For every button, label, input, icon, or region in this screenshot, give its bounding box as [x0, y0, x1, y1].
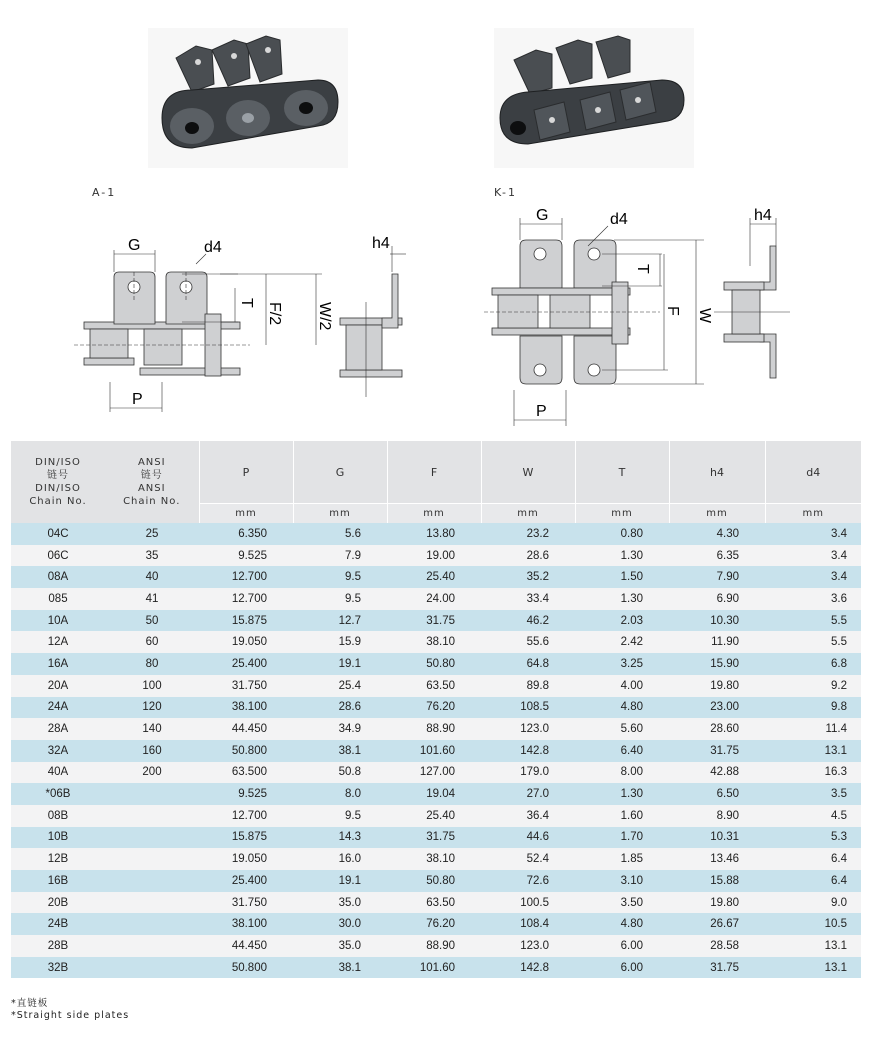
figure-label-a1: A-1 — [92, 186, 117, 199]
t-value: 5.60 — [575, 718, 669, 740]
dim-label-d4-k: d4 — [610, 211, 628, 228]
d4-value: 5.3 — [765, 827, 861, 849]
p-value: 50.800 — [199, 740, 293, 762]
ansi-no: 35 — [105, 545, 199, 567]
t-value: 1.30 — [575, 783, 669, 805]
t-value: 1.30 — [575, 588, 669, 610]
ansi-no: 140 — [105, 718, 199, 740]
p-value: 38.100 — [199, 697, 293, 719]
f-value: 38.10 — [387, 848, 481, 870]
g-value: 30.0 — [293, 913, 387, 935]
dim-label-h4-k: h4 — [754, 207, 772, 224]
w-value: 52.4 — [481, 848, 575, 870]
g-value: 7.9 — [293, 545, 387, 567]
g-value: 9.5 — [293, 588, 387, 610]
w-value: 179.0 — [481, 762, 575, 784]
h4-value: 4.30 — [669, 523, 765, 545]
t-value: 6.40 — [575, 740, 669, 762]
w-value: 64.8 — [481, 653, 575, 675]
g-value: 50.8 — [293, 762, 387, 784]
g-value: 38.1 — [293, 740, 387, 762]
unit-t: mm — [575, 504, 669, 524]
dim-label-w-k: W — [696, 308, 713, 324]
f-value: 50.80 — [387, 653, 481, 675]
d4-value: 3.4 — [765, 545, 861, 567]
unit-f: mm — [387, 504, 481, 524]
d4-value: 4.5 — [765, 805, 861, 827]
ansi-no — [105, 783, 199, 805]
f-value: 25.40 — [387, 566, 481, 588]
table-row — [11, 827, 861, 849]
d4-value: 9.8 — [765, 697, 861, 719]
table-row — [11, 545, 861, 567]
h4-value: 6.50 — [669, 783, 765, 805]
d4-value: 10.5 — [765, 913, 861, 935]
table-row — [11, 957, 861, 979]
h4-value: 31.75 — [669, 740, 765, 762]
t-value: 1.70 — [575, 827, 669, 849]
ansi-no — [105, 848, 199, 870]
table-row — [11, 523, 861, 545]
g-value: 15.9 — [293, 631, 387, 653]
dim-label-p: P — [132, 391, 143, 408]
d4-value: 6.8 — [765, 653, 861, 675]
table-row — [11, 805, 861, 827]
t-value: 3.50 — [575, 892, 669, 914]
w-value: 28.6 — [481, 545, 575, 567]
drawing-a1 — [70, 232, 420, 422]
table-row — [11, 610, 861, 632]
ansi-no — [105, 957, 199, 979]
w-value: 108.5 — [481, 697, 575, 719]
d4-value: 11.4 — [765, 718, 861, 740]
dim-label-w2: W/2 — [316, 302, 333, 331]
w-value: 44.6 — [481, 827, 575, 849]
t-value: 3.10 — [575, 870, 669, 892]
d4-value: 3.6 — [765, 588, 861, 610]
g-value: 28.6 — [293, 697, 387, 719]
w-value: 33.4 — [481, 588, 575, 610]
f-value: 31.75 — [387, 610, 481, 632]
f-value: 63.50 — [387, 892, 481, 914]
f-value: 101.60 — [387, 957, 481, 979]
g-value: 34.9 — [293, 718, 387, 740]
ansi-no: 120 — [105, 697, 199, 719]
g-value: 14.3 — [293, 827, 387, 849]
ansi-no: 200 — [105, 762, 199, 784]
table-row — [11, 653, 861, 675]
t-value: 1.30 — [575, 545, 669, 567]
chain-no: 085 — [11, 588, 105, 610]
chain-no: 28B — [11, 935, 105, 957]
note-cn: *直链板 — [11, 998, 49, 1009]
dim-label-f-k: F — [664, 306, 681, 316]
table-row — [11, 913, 861, 935]
h4-value: 10.30 — [669, 610, 765, 632]
h4-value: 6.35 — [669, 545, 765, 567]
h4-value: 7.90 — [669, 566, 765, 588]
p-value: 9.525 — [199, 545, 293, 567]
note-en: *Straight side plates — [11, 1010, 130, 1021]
ansi-no — [105, 892, 199, 914]
chain-no: 12A — [11, 631, 105, 653]
unit-d4: mm — [765, 504, 861, 524]
h4-value: 13.46 — [669, 848, 765, 870]
table-row — [11, 631, 861, 653]
t-value: 1.85 — [575, 848, 669, 870]
p-value: 50.800 — [199, 957, 293, 979]
dim-label-g-k: G — [536, 207, 549, 224]
h4-value: 11.90 — [669, 631, 765, 653]
f-value: 38.10 — [387, 631, 481, 653]
ansi-no: 60 — [105, 631, 199, 653]
dim-label-g: G — [128, 237, 141, 254]
g-value: 9.5 — [293, 566, 387, 588]
dim-label-h4-a: h4 — [372, 235, 390, 252]
g-value: 35.0 — [293, 935, 387, 957]
chain-no: 32B — [11, 957, 105, 979]
ansi-no — [105, 805, 199, 827]
table-row — [11, 848, 861, 870]
chain-no: 10A — [11, 610, 105, 632]
figure-label-k1: K-1 — [494, 186, 518, 199]
w-value: 142.8 — [481, 740, 575, 762]
f-value: 50.80 — [387, 870, 481, 892]
table-row — [11, 892, 861, 914]
p-value: 44.450 — [199, 718, 293, 740]
w-value: 89.8 — [481, 675, 575, 697]
t-value: 2.03 — [575, 610, 669, 632]
dim-label-f2: F/2 — [266, 302, 283, 326]
table-row — [11, 566, 861, 588]
chain-no: 20B — [11, 892, 105, 914]
chain-photo-a1 — [148, 28, 348, 168]
header-t: T — [575, 441, 669, 504]
d4-value: 6.4 — [765, 870, 861, 892]
f-value: 24.00 — [387, 588, 481, 610]
header-w: W — [481, 441, 575, 504]
d4-value: 5.5 — [765, 610, 861, 632]
w-value: 36.4 — [481, 805, 575, 827]
f-value: 76.20 — [387, 913, 481, 935]
w-value: 123.0 — [481, 935, 575, 957]
chain-no: 12B — [11, 848, 105, 870]
ansi-no: 25 — [105, 523, 199, 545]
table-row — [11, 783, 861, 805]
d4-value: 13.1 — [765, 935, 861, 957]
p-value: 12.700 — [199, 588, 293, 610]
table-row — [11, 762, 861, 784]
ansi-no: 50 — [105, 610, 199, 632]
p-value: 6.350 — [199, 523, 293, 545]
t-value: 4.80 — [575, 913, 669, 935]
h4-value: 15.90 — [669, 653, 765, 675]
p-value: 31.750 — [199, 675, 293, 697]
d4-value: 3.4 — [765, 523, 861, 545]
h4-value: 26.67 — [669, 913, 765, 935]
unit-w: mm — [481, 504, 575, 524]
chain-no: 16B — [11, 870, 105, 892]
p-value: 63.500 — [199, 762, 293, 784]
d4-value: 13.1 — [765, 957, 861, 979]
header-p: P — [199, 441, 293, 504]
ansi-no: 80 — [105, 653, 199, 675]
dim-label-t: T — [238, 298, 255, 308]
t-value: 1.50 — [575, 566, 669, 588]
w-value: 55.6 — [481, 631, 575, 653]
dim-label-d4: d4 — [204, 239, 222, 256]
f-value: 88.90 — [387, 718, 481, 740]
chain-no: 24B — [11, 913, 105, 935]
chain-photo-k1 — [494, 28, 694, 168]
d4-value: 9.2 — [765, 675, 861, 697]
g-value: 5.6 — [293, 523, 387, 545]
ansi-no: 40 — [105, 566, 199, 588]
f-value: 76.20 — [387, 697, 481, 719]
header-ansi: ANSI 链号 ANSI Chain No. — [105, 441, 199, 523]
g-value: 35.0 — [293, 892, 387, 914]
h4-value: 10.31 — [669, 827, 765, 849]
h4-value: 6.90 — [669, 588, 765, 610]
table-row — [11, 697, 861, 719]
spec-table — [11, 441, 861, 978]
ansi-no: 160 — [105, 740, 199, 762]
chain-no: 32A — [11, 740, 105, 762]
p-value: 38.100 — [199, 913, 293, 935]
table-row — [11, 675, 861, 697]
g-value: 38.1 — [293, 957, 387, 979]
table-row — [11, 588, 861, 610]
p-value: 12.700 — [199, 805, 293, 827]
chain-no: 08B — [11, 805, 105, 827]
h4-value: 8.90 — [669, 805, 765, 827]
h4-value: 31.75 — [669, 957, 765, 979]
p-value: 15.875 — [199, 827, 293, 849]
p-value: 31.750 — [199, 892, 293, 914]
chain-no: 24A — [11, 697, 105, 719]
ansi-no — [105, 913, 199, 935]
table-row — [11, 870, 861, 892]
g-value: 19.1 — [293, 870, 387, 892]
w-value: 27.0 — [481, 783, 575, 805]
g-value: 8.0 — [293, 783, 387, 805]
g-value: 19.1 — [293, 653, 387, 675]
unit-g: mm — [293, 504, 387, 524]
f-value: 31.75 — [387, 827, 481, 849]
chain-no: 06C — [11, 545, 105, 567]
ansi-no — [105, 935, 199, 957]
w-value: 100.5 — [481, 892, 575, 914]
chain-no: *06B — [11, 783, 105, 805]
d4-value: 3.5 — [765, 783, 861, 805]
t-value: 4.80 — [575, 697, 669, 719]
p-value: 9.525 — [199, 783, 293, 805]
t-value: 3.25 — [575, 653, 669, 675]
w-value: 46.2 — [481, 610, 575, 632]
chain-no: 28A — [11, 718, 105, 740]
ansi-no: 100 — [105, 675, 199, 697]
h4-value: 28.60 — [669, 718, 765, 740]
w-value: 23.2 — [481, 523, 575, 545]
table-row — [11, 935, 861, 957]
t-value: 0.80 — [575, 523, 669, 545]
f-value: 101.60 — [387, 740, 481, 762]
t-value: 6.00 — [575, 935, 669, 957]
f-value: 63.50 — [387, 675, 481, 697]
drawing-k1 — [484, 206, 814, 432]
g-value: 25.4 — [293, 675, 387, 697]
w-value: 142.8 — [481, 957, 575, 979]
h4-value: 42.88 — [669, 762, 765, 784]
chain-no: 16A — [11, 653, 105, 675]
chain-no: 10B — [11, 827, 105, 849]
header-g: G — [293, 441, 387, 504]
header-h4: h4 — [669, 441, 765, 504]
f-value: 127.00 — [387, 762, 481, 784]
table-row — [11, 740, 861, 762]
p-value: 25.400 — [199, 870, 293, 892]
w-value: 72.6 — [481, 870, 575, 892]
t-value: 2.42 — [575, 631, 669, 653]
g-value: 16.0 — [293, 848, 387, 870]
dim-label-p-k: P — [536, 403, 547, 420]
p-value: 15.875 — [199, 610, 293, 632]
d4-value: 5.5 — [765, 631, 861, 653]
p-value: 19.050 — [199, 631, 293, 653]
f-value: 25.40 — [387, 805, 481, 827]
f-value: 19.04 — [387, 783, 481, 805]
chain-no: 04C — [11, 523, 105, 545]
t-value: 6.00 — [575, 957, 669, 979]
table-row — [11, 718, 861, 740]
f-value: 19.00 — [387, 545, 481, 567]
d4-value: 13.1 — [765, 740, 861, 762]
g-value: 12.7 — [293, 610, 387, 632]
header-din-iso: DIN/ISO 链号 DIN/ISO Chain No. — [11, 441, 105, 523]
unit-h4: mm — [669, 504, 765, 524]
f-value: 88.90 — [387, 935, 481, 957]
d4-value: 9.0 — [765, 892, 861, 914]
ansi-no — [105, 827, 199, 849]
t-value: 4.00 — [575, 675, 669, 697]
w-value: 108.4 — [481, 913, 575, 935]
p-value: 12.700 — [199, 566, 293, 588]
unit-p: mm — [199, 504, 293, 524]
h4-value: 19.80 — [669, 675, 765, 697]
t-value: 8.00 — [575, 762, 669, 784]
d4-value: 3.4 — [765, 566, 861, 588]
d4-value: 16.3 — [765, 762, 861, 784]
chain-no: 40A — [11, 762, 105, 784]
chain-no: 08A — [11, 566, 105, 588]
d4-value: 6.4 — [765, 848, 861, 870]
h4-value: 15.88 — [669, 870, 765, 892]
chain-no: 20A — [11, 675, 105, 697]
f-value: 13.80 — [387, 523, 481, 545]
w-value: 123.0 — [481, 718, 575, 740]
header-f: F — [387, 441, 481, 504]
h4-value: 23.00 — [669, 697, 765, 719]
dim-label-t-k: T — [634, 264, 651, 274]
p-value: 44.450 — [199, 935, 293, 957]
ansi-no — [105, 870, 199, 892]
p-value: 19.050 — [199, 848, 293, 870]
ansi-no: 41 — [105, 588, 199, 610]
g-value: 9.5 — [293, 805, 387, 827]
h4-value: 19.80 — [669, 892, 765, 914]
header-d4: d4 — [765, 441, 861, 504]
t-value: 1.60 — [575, 805, 669, 827]
p-value: 25.400 — [199, 653, 293, 675]
h4-value: 28.58 — [669, 935, 765, 957]
w-value: 35.2 — [481, 566, 575, 588]
